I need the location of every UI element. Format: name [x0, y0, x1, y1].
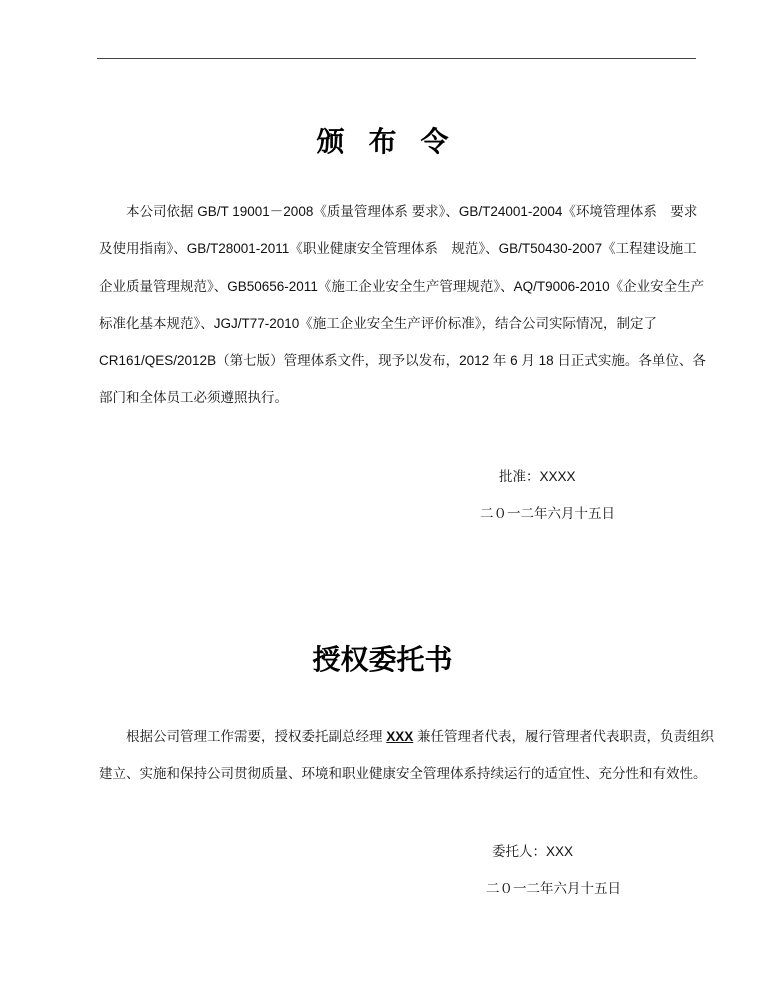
paragraph-line: CR161/QES/2012B（第七版）管理体系文件，现予以发布，2012 年 6 月 18 日正式实施。各单位、各 — [99, 353, 706, 368]
approver: 批准：XXXX — [499, 469, 576, 484]
paragraph-line: 及使用指南》、GB/T28001-2011《职业健康安全管理体系 规范》、GB/T50430-2007《工程建设施工 — [99, 241, 697, 256]
paragraph-line: 本公司依据 GB/T 19001－2008《质量管理体系 要求》、GB/T24001-2004《环境管理体系 要求 — [126, 204, 698, 219]
header-rule — [97, 58, 696, 59]
representative-name: XXX — [386, 729, 414, 744]
authorization-title: 授权委托书 — [312, 644, 453, 675]
decree-date: 二０一二年六月十五日 — [480, 506, 615, 521]
paragraph-line: 标准化基本规范》、JGJ/T77-2010《施工企业安全生产评价标准》，结合公司实际情况，制定了 — [99, 316, 658, 331]
text: 根据公司管理工作需要，授权委托副总经理 — [126, 729, 387, 744]
paragraph-line: 企业质量管理规范》、GB50656-2011《施工企业安全生产管理规范》、AQ/T9006-2010《企业安全生产 — [99, 279, 705, 294]
principal: 委托人：XXX — [492, 844, 574, 859]
text: 兼任管理者代表，履行管理者代表职责，负责组织 — [413, 729, 715, 744]
paragraph-line — [126, 727, 726, 747]
authorization-date: 二０一二年六月十五日 — [486, 881, 621, 896]
paragraph-line: 部门和全体员工必须遵照执行。 — [99, 390, 288, 405]
decree-title: 颁布令 — [316, 126, 473, 157]
paragraph-line: 建立、实施和保持公司贯彻质量、环境和职业健康安全管理体系持续运行的适宜性、充分性和有效性。 — [99, 766, 707, 781]
